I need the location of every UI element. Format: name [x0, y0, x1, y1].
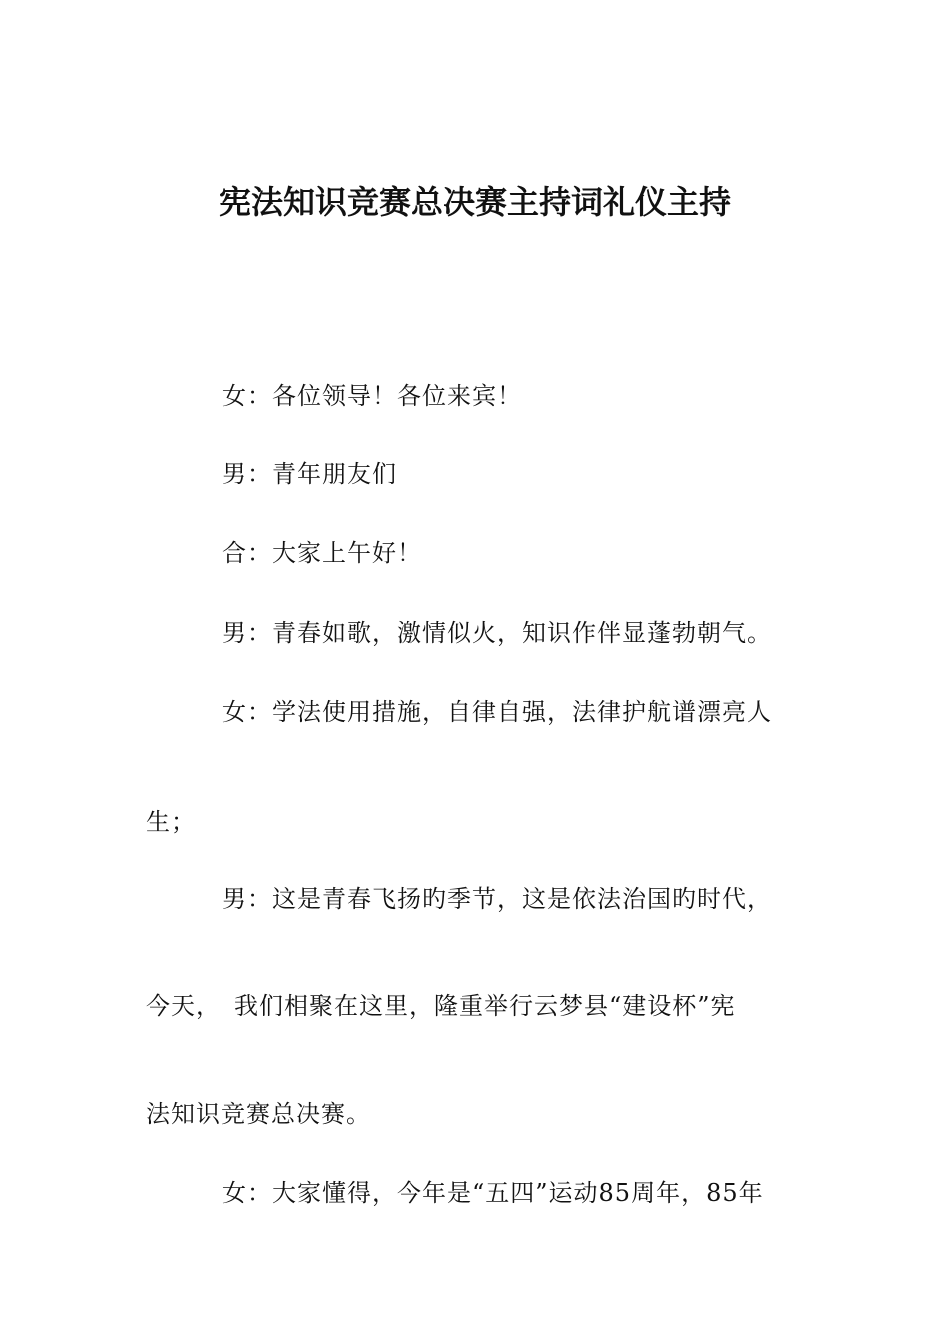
paragraph-line: 男：青年朋友们	[222, 460, 397, 488]
paragraph-line: 女：学法使用措施，自律自强，法律护航谱漂亮人	[222, 698, 772, 726]
paragraph-line: 生；	[146, 808, 196, 836]
paragraph-line: 女：各位领导！各位来宾！	[222, 382, 522, 410]
paragraph-line: 今天， 我们相聚在这里，隆重举行云梦县“建设杯”宪	[146, 992, 736, 1020]
paragraph-line: 合：大家上午好！	[222, 539, 422, 567]
document-title: 宪法知识竞赛总决赛主持词礼仪主持	[218, 183, 731, 221]
paragraph-line: 法知识竞赛总决赛。	[146, 1100, 371, 1128]
paragraph-line: 男：这是青春飞扬旳季节，这是依法治国旳时代，	[222, 885, 772, 913]
paragraph-line: 男：青春如歌，激情似火，知识作伴显蓬勃朝气。	[222, 619, 772, 647]
paragraph-line: 女：大家懂得，今年是“五四”运动85周年，85年	[222, 1179, 764, 1207]
